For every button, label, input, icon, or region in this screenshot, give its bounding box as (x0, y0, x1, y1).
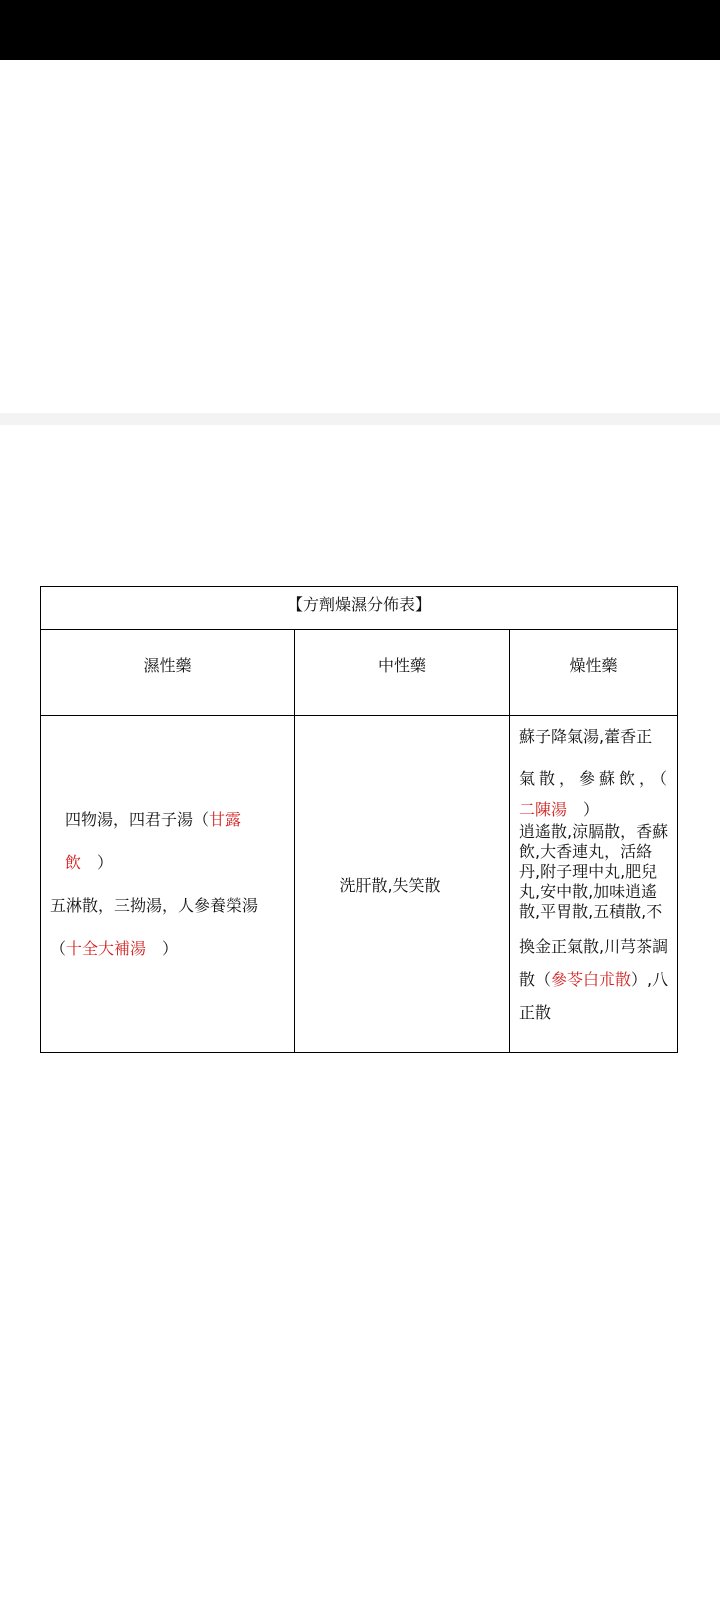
dry-text-3: 換金正氣散,川芎茶調散（ (519, 937, 669, 989)
wet-line-2: 五淋散，三拗湯，人參養榮湯 (50, 896, 259, 915)
dry-text-close: ） (567, 800, 600, 819)
wet-highlight: 甘露飲 (65, 810, 242, 872)
wet-text-close: ） (81, 853, 114, 872)
dry-paragraph-1 (519, 716, 673, 800)
dry-paragraph-2: 逍遙散,涼膈散，香蘇飲,大香連丸，活絡丹,附子理中丸,肥兒丸,安中散,加味逍遙散,平胃散,五積散,不 (519, 822, 669, 921)
table-title-cell (41, 587, 678, 630)
header-wet-label: 濕性藥 (143, 656, 192, 675)
status-bar (0, 0, 720, 60)
wet-highlight-2: 十全大補湯 (66, 939, 147, 958)
wet-text: 四物湯，四君子湯（ (65, 810, 210, 829)
wet-line-1 (50, 798, 288, 884)
dry-highlight-1: 二陳湯 (519, 800, 568, 819)
wet-line-3 (50, 927, 288, 970)
wet-text-open: （ (50, 939, 67, 958)
header-neutral (295, 630, 510, 716)
header-dry-label: 燥性藥 (569, 656, 618, 675)
header-dry (510, 630, 678, 716)
dry-text-2: 氣散，參蘇飲，（ (519, 769, 672, 788)
dry-cell (510, 716, 678, 1053)
header-neutral-label: 中性藥 (377, 656, 426, 675)
neutral-cell (295, 716, 510, 1053)
wet-cell (41, 716, 295, 1053)
formula-table (40, 586, 678, 1053)
dry-highlight-2: 參苓白朮散 (551, 970, 632, 989)
page-separator (0, 413, 720, 425)
dry-text-4: ）,八正散 (519, 970, 669, 1022)
dry-paragraph-3 (519, 930, 673, 1029)
header-wet (41, 630, 295, 716)
wet-text-close-2: ） (146, 939, 179, 958)
dry-text-1: 蘇子降氣湯,藿香正 (519, 727, 653, 746)
dry-red-line (519, 800, 673, 820)
neutral-text: 洗肝散,失笑散 (339, 875, 441, 895)
table-title: 【方劑燥濕分佈表】 (287, 595, 432, 614)
